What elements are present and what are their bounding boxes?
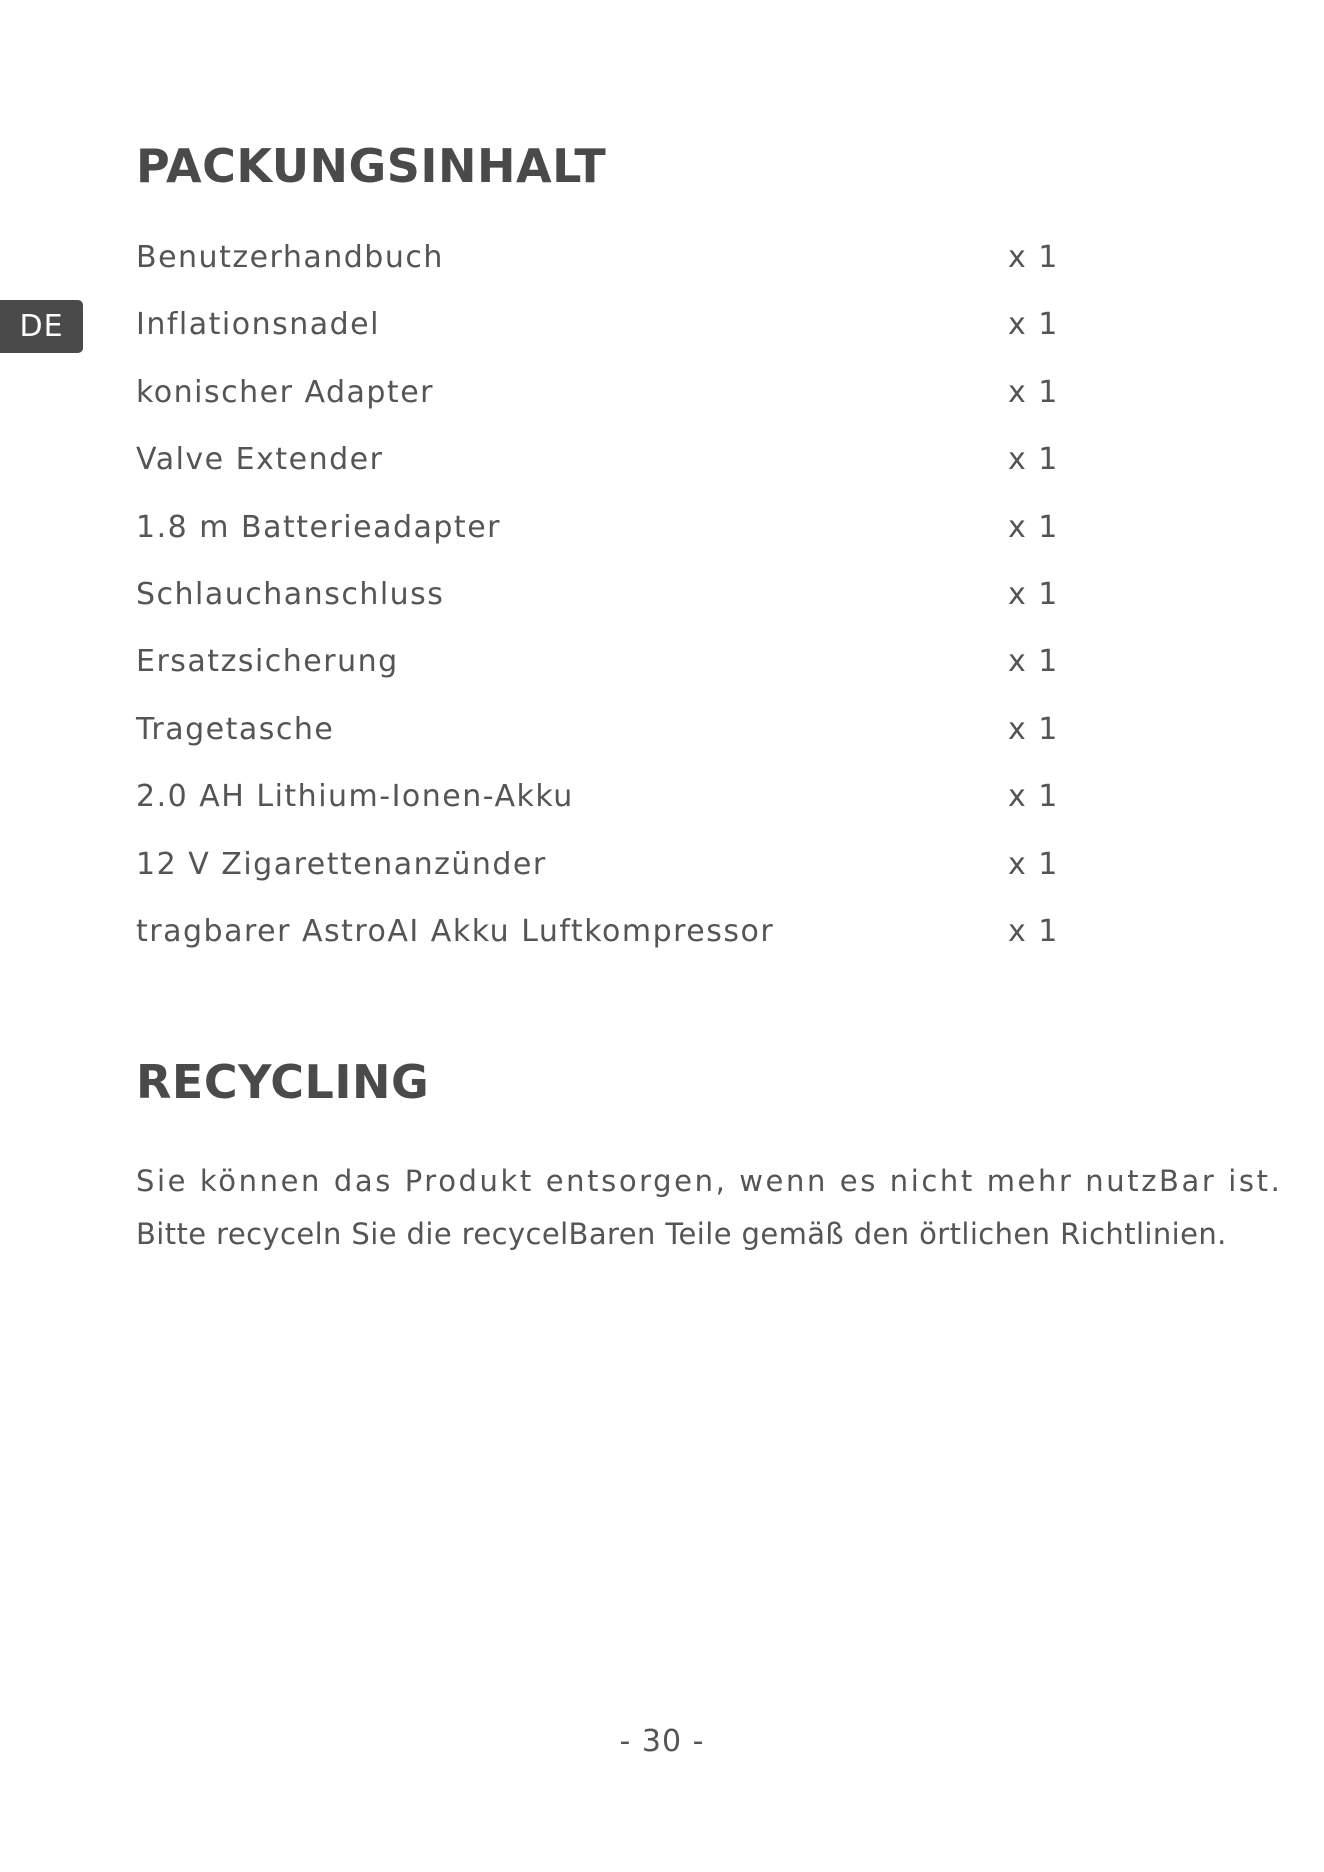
- item-name: 12 V Zigarettenanzünder: [136, 846, 547, 882]
- item-name: 2.0 AH Lithium-Ionen-Akku: [136, 779, 574, 815]
- list-item: [136, 232, 1066, 299]
- recycling-heading: RECYCLING: [136, 1055, 430, 1109]
- list-item: [136, 906, 1066, 973]
- item-quantity: x 1: [1008, 576, 1059, 612]
- item-quantity: x 1: [1008, 240, 1059, 275]
- list-item: [136, 299, 1066, 366]
- list-item: [136, 636, 1066, 703]
- item-quantity: x 1: [1008, 644, 1059, 680]
- item-quantity: x 1: [1008, 442, 1059, 478]
- item-name: Benutzerhandbuch: [136, 240, 444, 275]
- item-name: Valve Extender: [136, 442, 384, 478]
- item-name: Tragetasche: [136, 711, 335, 747]
- item-quantity: x 1: [1008, 711, 1059, 747]
- item-name: Schlauchanschluss: [136, 576, 445, 612]
- recycling-paragraph: [136, 1155, 1283, 1261]
- list-item: [136, 704, 1066, 771]
- language-tab: DE: [0, 300, 83, 353]
- item-quantity: x 1: [1008, 779, 1059, 815]
- item-quantity: x 1: [1008, 374, 1059, 410]
- item-name: Inflationsnadel: [136, 307, 380, 343]
- item-name: tragbarer AstroAI Akku Luftkompressor: [136, 913, 775, 949]
- recycling-line: Bitte recyceln Sie die recycelBaren Teile gemäß den örtlichen Richtlinien.: [136, 1217, 1227, 1251]
- list-item: [136, 839, 1066, 906]
- recycling-line: Sie können das Produkt entsorgen, wenn es nicht mehr nutzBar ist.: [136, 1164, 1283, 1198]
- item-quantity: x 1: [1008, 509, 1059, 545]
- item-name: Ersatzsicherung: [136, 644, 399, 680]
- list-item: [136, 434, 1066, 501]
- list-item: [136, 367, 1066, 434]
- list-item: [136, 771, 1066, 838]
- packing-list: [136, 232, 1066, 973]
- packing-heading: PACKUNGSINHALT: [136, 139, 607, 193]
- list-item: [136, 569, 1066, 636]
- list-item: [136, 502, 1066, 569]
- page-number: - 30 -: [619, 1724, 705, 1759]
- item-quantity: x 1: [1008, 846, 1059, 882]
- item-quantity: x 1: [1008, 307, 1059, 343]
- item-quantity: x 1: [1008, 913, 1059, 949]
- item-name: konischer Adapter: [136, 374, 434, 410]
- item-name: 1.8 m Batterieadapter: [136, 509, 501, 545]
